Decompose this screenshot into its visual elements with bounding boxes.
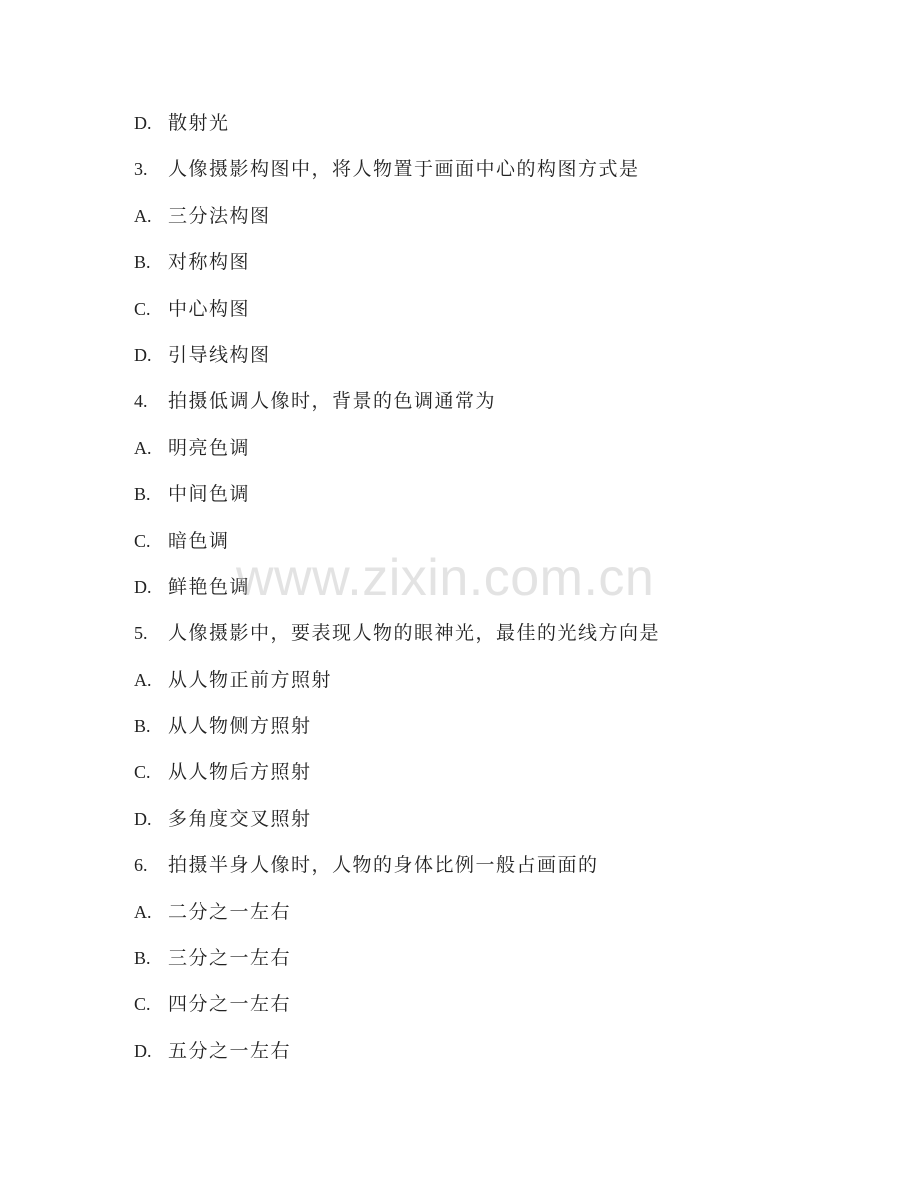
line-text: 中心构图 (168, 297, 251, 320)
line-text: 人像摄影中，要表现人物的眼神光，最佳的光线方向是 (168, 622, 661, 645)
line-label: D. (134, 344, 152, 365)
question-list (134, 106, 834, 1080)
line-text: 从人物侧方照射 (168, 715, 312, 738)
line-text: 从人物正前方照射 (168, 668, 333, 691)
question-line (134, 848, 834, 894)
line-label: C. (134, 994, 151, 1015)
line-label: 3. (134, 159, 148, 180)
option-line (134, 570, 834, 616)
option-line (134, 895, 834, 941)
line-label: D. (134, 576, 152, 597)
option-line (134, 941, 834, 987)
line-text: 引导线构图 (168, 343, 271, 366)
line-text: 对称构图 (168, 251, 251, 274)
option-line (134, 1034, 834, 1080)
line-label: B. (134, 252, 151, 273)
line-text: 二分之一左右 (168, 900, 292, 923)
line-text: 三分法构图 (168, 204, 271, 227)
watermark: www.zixin.com.cn (236, 549, 655, 607)
option-line (134, 106, 834, 152)
line-text: 三分之一左右 (168, 947, 292, 970)
option-line (134, 431, 834, 477)
question-line (134, 616, 834, 662)
line-text: 拍摄半身人像时，人物的身体比例一般占画面的 (168, 854, 599, 877)
line-label: A. (134, 901, 152, 922)
line-label: D. (134, 113, 152, 133)
line-text: 鲜艳色调 (168, 575, 251, 598)
option-line (134, 663, 834, 709)
line-label: 5. (134, 623, 148, 644)
option-line (134, 709, 834, 755)
line-text: 四分之一左右 (168, 993, 292, 1016)
line-text: 明亮色调 (168, 436, 251, 459)
line-label: B. (134, 484, 151, 505)
question-line (134, 384, 834, 430)
option-line (134, 802, 834, 848)
option-line (134, 987, 834, 1033)
line-text: 人像摄影构图中，将人物置于画面中心的构图方式是 (168, 158, 640, 181)
option-line (134, 477, 834, 523)
line-text: 多角度交叉照射 (168, 807, 312, 830)
line-label: 4. (134, 391, 148, 412)
option-line (134, 338, 834, 384)
line-text: 从人物后方照射 (168, 761, 312, 784)
line-text: 五分之一左右 (168, 1039, 292, 1062)
line-label: B. (134, 716, 151, 737)
option-line (134, 245, 834, 291)
line-label: D. (134, 1040, 152, 1061)
option-line (134, 524, 834, 570)
line-label: 6. (134, 855, 148, 876)
line-label: A. (134, 205, 152, 226)
line-text: 拍摄低调人像时，背景的色调通常为 (168, 390, 497, 413)
line-text: 暗色调 (168, 529, 230, 552)
line-label: B. (134, 948, 151, 969)
option-line (134, 292, 834, 338)
line-label: C. (134, 762, 151, 783)
option-line (134, 199, 834, 245)
line-label: C. (134, 530, 151, 551)
line-text: 散射光 (168, 112, 230, 134)
line-text: 中间色调 (168, 483, 251, 506)
line-label: A. (134, 437, 152, 458)
line-label: A. (134, 669, 152, 690)
question-line (134, 152, 834, 198)
line-label: C. (134, 298, 151, 319)
line-label: D. (134, 808, 152, 829)
option-line (134, 755, 834, 801)
